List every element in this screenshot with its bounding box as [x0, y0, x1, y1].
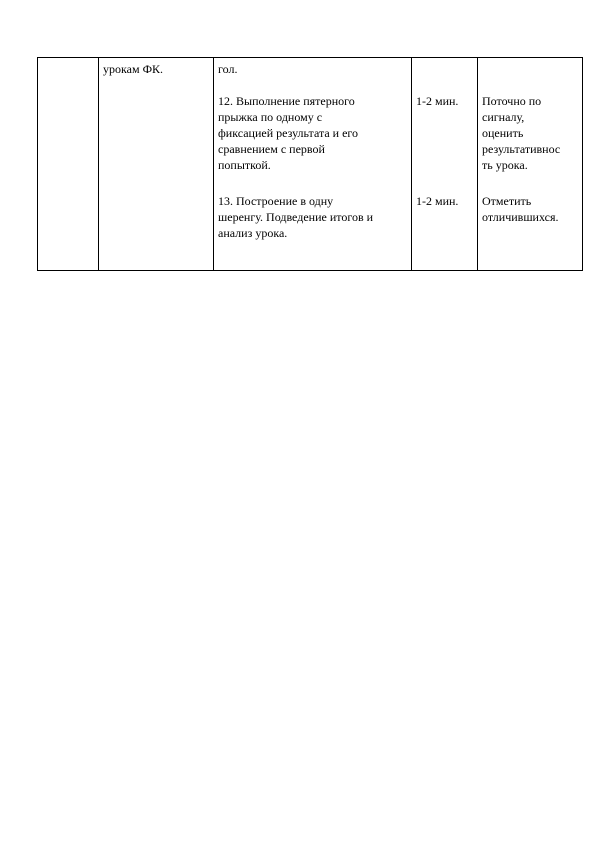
- column-divider-1: [98, 58, 99, 270]
- item-13-line: 13. Построение в одну: [218, 194, 334, 208]
- item-12-line: 12. Выполнение пятерного: [218, 94, 355, 108]
- col2-text: урокам ФК.: [103, 62, 164, 76]
- item-13-note-line: Отметить: [482, 194, 532, 208]
- item-12-line: попыткой.: [218, 158, 271, 172]
- item-12-line: прыжка по одному с: [218, 110, 323, 124]
- col3-top-text: гол.: [218, 62, 238, 76]
- column-divider-4: [477, 58, 478, 270]
- item-12-note-line: Поточно по: [482, 94, 542, 108]
- item-13-time: 1-2 мин.: [416, 194, 459, 208]
- item-13-note-line: отличившихся.: [482, 210, 559, 224]
- item-12-note-line: оценить: [482, 126, 524, 140]
- item-12-note-line: сигналу,: [482, 110, 525, 124]
- item-12-line: фиксацией результата и его: [218, 126, 359, 140]
- item-12-time: 1-2 мин.: [416, 94, 459, 108]
- item-13-line: шеренгу. Подведение итогов и: [218, 210, 374, 224]
- lesson-plan-table: [37, 57, 583, 271]
- column-divider-3: [411, 58, 412, 270]
- column-divider-2: [213, 58, 214, 270]
- item-12-note-line: результативнос: [482, 142, 561, 156]
- item-12-line: сравнением с первой: [218, 142, 325, 156]
- item-13-line: анализ урока.: [218, 226, 288, 240]
- item-12-note-line: ть урока.: [482, 158, 528, 172]
